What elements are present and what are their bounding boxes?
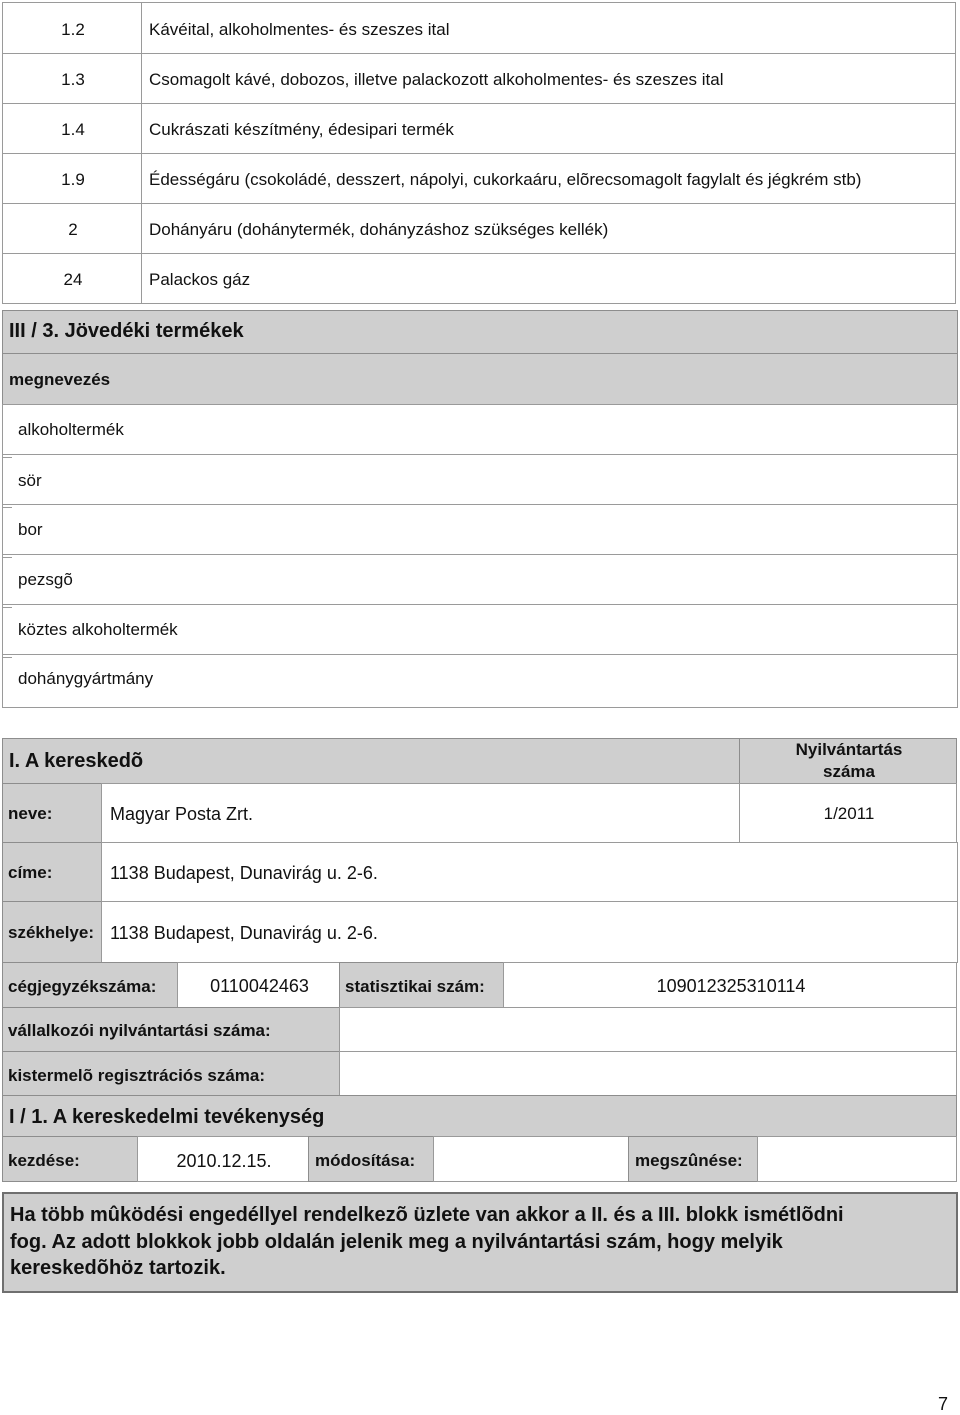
company-reg-label-cell [2,962,178,1008]
product-label: Csomagolt kávé, dobozos, illetve palackozott alkoholmentes- és szeszes ital [149,70,724,89]
registration-number: 1/2011 [823,804,875,823]
stat-label: statisztikai szám: [345,977,485,996]
product-code: 24 [63,270,83,289]
table-row [2,2,956,54]
start-value-cell [137,1136,309,1182]
modified-label: módosítása: [315,1151,416,1170]
section-header [2,310,958,354]
address-value-cell [101,842,958,902]
notice-box [2,1192,958,1293]
company-reg-value-cell [177,962,340,1008]
list-item: pezsgõ [18,570,73,589]
product-code: 1.2 [61,20,85,39]
section-header [2,1095,957,1137]
product-label: Kávéital, alkoholmentes- és szeszes ital [149,20,450,39]
name-value-cell [101,783,740,843]
column-header [2,353,958,405]
table-row [2,153,956,204]
product-label: Palackos gáz [149,270,251,289]
start-label-cell [2,1136,138,1182]
product-code: 1.9 [61,170,85,189]
entrepreneur-label: vállalkozói nyilvántartási száma: [8,1021,271,1040]
notice-line-3: kereskedõhöz tartozik. [10,1257,226,1279]
seat-value-cell [101,901,958,963]
start-value: 2010.12.15. [176,1151,272,1171]
page-number: 7 [938,1394,949,1414]
smallholder-label: kistermelõ regisztrációs száma: [8,1066,266,1085]
excise-list [2,404,958,708]
list-item: alkoholtermék [18,420,124,439]
start-label: kezdése: [8,1151,80,1170]
smallholder-value-cell [339,1051,957,1096]
stat-label-cell [339,962,504,1008]
registration-header-line1: Nyilvántartás [795,740,903,759]
company-reg-value: 0110042463 [210,976,309,996]
product-label: Édességáru (csokoládé, desszert, nápolyi, cukorkaáru, elõrecsomagolt fagylalt és jégkrém stb) [149,170,862,189]
table-row [2,253,956,304]
registration-header [739,738,957,784]
section-title: I. A kereskedõ [9,750,144,772]
entrepreneur-label-cell [2,1007,340,1052]
list-item: sör [18,471,42,490]
end-value-cell [757,1136,957,1182]
list-item: dohánygyártmány [18,669,154,688]
seat-label-cell [2,901,102,963]
product-label: Dohányáru (dohánytermék, dohányzáshoz szükséges kellék) [149,220,609,239]
trader-seat: 1138 Budapest, Dunavirág u. 2-6. [110,923,378,943]
product-code: 2 [68,220,78,239]
seat-label: székhelye: [8,923,94,942]
modified-label-cell [308,1136,434,1182]
address-label-cell [2,842,102,902]
list-item: köztes alkoholtermék [18,620,178,639]
company-reg-label: cégjegyzékszáma: [8,977,157,996]
registration-header-line2: száma [823,762,875,781]
end-label: megszûnése: [635,1151,743,1170]
name-label-cell [2,783,102,843]
smallholder-label-cell [2,1051,340,1096]
product-label: Cukrászati készítmény, édesipari termék [149,120,454,139]
section-title: I / 1. A kereskedelmi tevékenység [9,1106,325,1128]
end-label-cell [628,1136,758,1182]
modified-value-cell [433,1136,629,1182]
reg-number-cell [739,783,957,843]
list-item: bor [18,520,43,539]
notice-line-2: fog. Az adott blokkok jobb oldalán jelenik meg a nyilvántartási szám, hogy melyik [10,1231,783,1253]
table-row [2,203,956,254]
column-header-label: megnevezés [9,370,111,389]
product-code: 1.3 [61,70,85,89]
trader-address: 1138 Budapest, Dunavirág u. 2-6. [110,863,378,883]
notice-line-1: Ha több mûködési engedéllyel rendelkezõ üzlete van akkor a II. és a III. blokk ismétlõdni [10,1204,844,1226]
address-label: címe: [8,863,53,882]
entrepreneur-value-cell [339,1007,957,1052]
stat-value: 109012325310114 [656,976,806,996]
product-code: 1.4 [61,120,85,139]
stat-value-cell [503,962,957,1008]
section-header [2,738,740,784]
table-row [2,103,956,154]
trader-name: Magyar Posta Zrt. [110,804,254,824]
section-title: III / 3. Jövedéki termékek [9,320,244,342]
table-row [2,53,956,104]
name-label: neve: [8,804,53,823]
